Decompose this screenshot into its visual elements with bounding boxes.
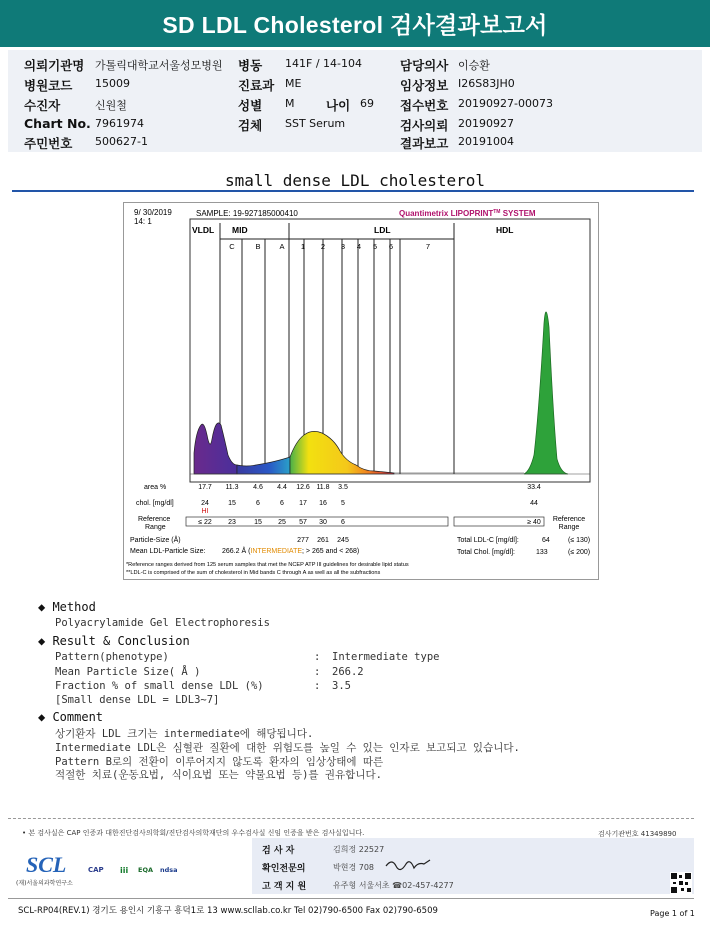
label-receipt-no: 접수번호 [400,98,449,113]
band-4: 4 [356,242,362,251]
page-number: Page 1 of 1 [650,909,695,918]
ref-vldl: ≤ 22 [198,519,212,526]
chol-hdl: 44 [530,500,538,507]
total-ldl-ref: (≤ 130) [568,537,591,544]
footnote-1: *Reference ranges derived from 125 serum samples that met the NCEP ATP III guidelines for desirable lipid status [126,562,409,568]
label-request-date: 검사의뢰 [400,118,449,133]
chol-vldl-hi-flag: HI [201,508,209,515]
value-resident-no: 500627-1 [95,135,148,148]
row-range-label: Range [145,524,166,531]
zone-hdl: HDL [496,225,514,235]
value-clinical-info: I26S83JH0 [458,77,515,90]
vldl-peak [194,423,237,474]
comment-line-4: 적절한 치료(운동요법, 식이요법 또는 약물요법 등)를 권유합니다. [55,769,382,781]
report-title: SD LDL Cholesterol 검사결과보고서 [162,12,548,38]
label-resident-no: 주민번호 [24,136,73,151]
result-heading: ◆ Result & Conclusion [38,634,190,648]
mid-band-fill [237,457,290,474]
badge-iii: iii [120,866,129,875]
footer-address: SCL-RP04(REV.1) 경기도 용인시 기흥구 흥덕1로 13 www.scllab.co.kr Tel 02)790-6500 Fax 02)790-6509 [18,906,438,916]
band-3: 3 [340,242,346,251]
footer-divider [8,818,694,820]
particle-ldl3: 245 [337,537,349,544]
band-5: 5 [372,242,378,251]
label-hospital-code: 병원코드 [24,78,73,93]
badge-eqa: EQA [138,866,153,874]
result-sep-3: : [314,680,321,692]
particle-ldl2: 261 [317,537,329,544]
section-rule [12,190,694,192]
label-clinical-info: 임상정보 [400,78,449,93]
band-1: 1 [300,242,306,251]
institution-number: 검사기관번호 41349890 [598,830,677,838]
result-sep-2: : [314,666,321,678]
value-specimen: SST Serum [285,117,346,130]
label-specimen: 검체 [238,118,263,133]
chart-time: 14: 1 [134,217,152,226]
label-report-date: 결과보고 [400,136,449,151]
report-title-bar [0,0,710,47]
row-mean-label: Mean LDL-Particle Size: [130,548,206,555]
method-title: Method [52,600,96,614]
result-label-size: Mean Particle Size( Å ) [55,666,201,678]
result-sep-1: : [314,651,321,663]
range-right-label: Range [558,524,580,531]
value-report-date: 20191004 [458,135,514,148]
total-chol-ref: (≤ 200) [568,549,591,556]
chol-ldl3: 5 [341,500,345,507]
value-ward: 141F / 14-104 [285,57,362,70]
ref-right-label: Reference [552,516,586,523]
zone-ldl: LDL [374,225,391,235]
value-hospital: 가톨릭대학교서울성모병원 [95,59,223,72]
area-ldl1: 12.6 [296,484,310,491]
comment-heading: ◆ Comment [38,710,104,724]
staff-panel [252,838,694,894]
lipoprint-chart-box [123,202,599,580]
area-ldl2: 11.8 [316,484,330,491]
ref-b: 15 [254,519,262,526]
ref-range-box [186,517,448,526]
result-value-size: 266.2 [332,666,364,678]
band-2: 2 [320,242,326,251]
staff-role-reviewer: 확인전문의 [262,864,306,874]
comment-line-2: Intermediate LDL은 심혈관 질환에 대한 위험도를 높일 수 있는 인자로 보고되고 있습니다. [55,742,520,754]
particle-ldl1: 277 [297,537,309,544]
value-chart-no: 7961974 [95,117,144,130]
result-title: Result & Conclusion [52,634,190,648]
staff-role-support: 고 객 지 원 [262,882,307,892]
staff-name-reviewer: 박현경 708 [333,863,374,872]
band-6: 6 [388,242,394,251]
reviewer-signature [384,854,432,874]
ref-ldl1: 57 [299,519,307,526]
comment-line-3: Pattern B로의 전환이 이루어지지 않도록 환자의 임상상태에 따른 [55,756,384,768]
ref-c: 23 [228,519,236,526]
label-hospital: 의뢰기관명 [24,58,85,73]
staff-role-tester: 검 사 자 [262,846,295,856]
method-text: Polyacrylamide Gel Electrophoresis [55,617,270,629]
label-dept: 진료과 [238,78,275,93]
badge-ndsa: ndsa [160,866,178,874]
ref-hdl: ≥ 40 [527,519,541,526]
staff-name-tester: 김희정 22527 [333,845,385,854]
chol-vldl: 24 [201,500,209,507]
label-age: 나이 [326,98,351,113]
ref-ldl2: 30 [319,519,327,526]
value-dept: ME [285,77,302,90]
hdl-peak [524,312,568,474]
value-physician: 이승환 [458,59,490,72]
result-value-pattern: Intermediate type [332,651,440,663]
scl-logo: SCL [26,852,67,877]
total-chol-value: 133 [536,549,548,556]
footnote-2: **LDL-C is comprised of the sum of cholesterol in Mid bands C through A as well as all the subfractions [126,570,381,576]
chol-a: 6 [280,500,284,507]
certification-note: • 본 검사실은 CAP 인증과 대한진단검사의학회/진단검사의학재단의 우수검사실 신임 인증을 받은 검사실입니다. [22,829,365,837]
chart-sample: SAMPLE: 19-927185000410 [196,209,298,218]
qr-code-icon [670,872,692,894]
total-ldl-value: 64 [542,537,550,544]
band-dividers [220,223,454,474]
label-chart-no: Chart No. [24,116,91,131]
ref-a: 25 [278,519,286,526]
result-note: [Small dense LDL = LDL3~7] [55,694,220,706]
mean-particle-size: 266.2 Å (INTERMEDIATE; > 265 and < 268) [222,548,360,555]
value-receipt-no: 20190927-00073 [458,97,553,110]
label-ward: 병동 [238,58,263,73]
result-label-pattern: Pattern(phenotype) [55,651,169,663]
chol-ldl1: 17 [299,500,307,507]
row-ref-label: Reference [138,516,171,523]
value-request-date: 20190927 [458,117,514,130]
footer-bottom-rule [8,898,694,899]
chart-date: 9/ 30/2019 [134,208,172,217]
value-age: 69 [360,97,374,110]
scl-logo-subtitle: (재)서울의과학연구소 [16,880,73,887]
label-physician: 담당의사 [400,58,449,73]
staff-name-support: 유주형 서울서초 ☎02-457-4277 [333,881,454,890]
value-sex: M [285,97,295,110]
badge-cap: CAP [88,866,104,874]
chol-c: 15 [228,500,236,507]
band-7: 7 [425,242,431,251]
result-value-fraction: 3.5 [332,680,351,692]
chol-b: 6 [256,500,260,507]
total-chol-label: Total Chol. [mg/dl]: [457,549,515,556]
lipoprint-electrophoresis-chart [124,203,598,579]
row-chol-label: chol. [mg/dl] [136,500,174,507]
area-ldl3: 3.5 [338,484,348,491]
area-b: 4.6 [253,484,263,491]
total-ldl-label: Total LDL-C [mg/dl]: [457,537,519,544]
band-c: C [229,242,235,251]
chol-ldl2: 16 [319,500,327,507]
label-patient: 수진자 [24,98,61,113]
area-vldl: 17.7 [198,484,212,491]
result-label-fraction: Fraction % of small dense LDL (%) [55,680,264,692]
chart-brand: Quantimetrix LIPOPRINT™ SYSTEM [399,209,536,218]
value-hospital-code: 15009 [95,77,130,90]
section-title: small dense LDL cholesterol [224,171,486,190]
value-patient: 신원철 [95,99,127,112]
zone-vldl: VLDL [192,225,215,235]
row-particle-label: Particle-Size (Å) [130,537,181,544]
area-a: 4.4 [277,484,287,491]
band-b: B [255,242,261,251]
comment-title: Comment [52,710,104,724]
comment-line-1: 상기환자 LDL 크기는 intermediate에 해당됩니다. [55,728,314,740]
band-a: A [279,242,285,251]
label-sex: 성별 [238,98,263,113]
ref-ldl3: 6 [341,519,345,526]
area-hdl: 33.4 [527,484,541,491]
method-heading: ◆ Method [38,600,96,614]
row-area-label: area % [144,484,167,491]
area-c: 11.3 [225,484,239,491]
zone-mid: MID [232,225,248,235]
